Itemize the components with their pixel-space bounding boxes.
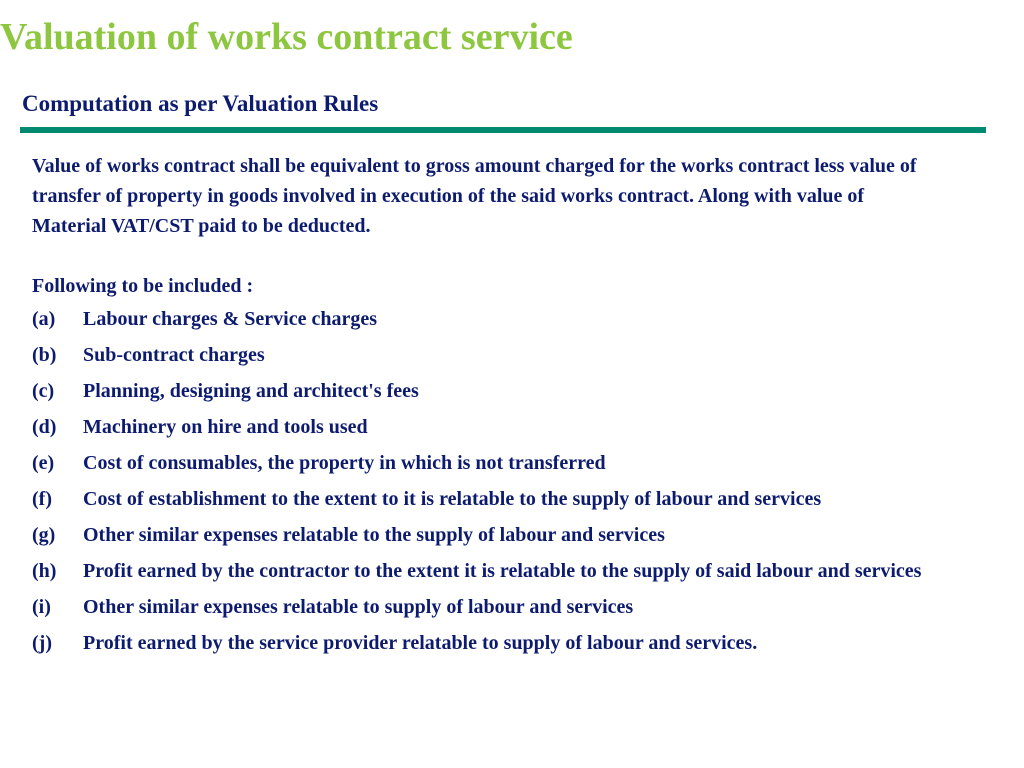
list-item-text: Machinery on hire and tools used xyxy=(83,416,368,438)
list-item-text: Planning, designing and architect's fees xyxy=(83,380,419,402)
list-item-text: Cost of establishment to the extent to it is relatable to the supply of labour and services xyxy=(83,488,822,510)
list-item-text: Other similar expenses relatable to supply of labour and services xyxy=(83,596,634,618)
list-item-marker: (a) xyxy=(32,308,56,330)
included-heading: Following to be included : xyxy=(32,275,254,297)
list-item xyxy=(32,304,932,334)
list-item xyxy=(32,376,932,406)
slide-subtitle: Computation as per Valuation Rules xyxy=(22,91,379,116)
list-item-marker: (f) xyxy=(32,488,52,510)
list-item-text: Profit earned by the service provider relatable to supply of labour and services. xyxy=(83,632,758,654)
list-item-marker: (j) xyxy=(32,632,52,654)
list-item xyxy=(32,448,932,478)
list-item-text: Labour charges & Service charges xyxy=(83,308,378,330)
list-item-marker: (d) xyxy=(32,416,57,438)
list-item-marker: (h) xyxy=(32,560,57,582)
slide-body xyxy=(32,151,932,658)
slide-title: Valuation of works contract service xyxy=(0,16,573,58)
list-item xyxy=(32,628,932,658)
list-item xyxy=(32,592,932,622)
list-item xyxy=(32,556,932,586)
list-item xyxy=(32,412,932,442)
list-item xyxy=(32,340,932,370)
list-item xyxy=(32,520,932,550)
list-item-text: Sub-contract charges xyxy=(83,344,265,366)
list-item-marker: (b) xyxy=(32,344,57,366)
list-item-text: Other similar expenses relatable to the supply of labour and services xyxy=(83,524,665,546)
list-item-marker: (i) xyxy=(32,596,51,618)
intro-paragraph: Value of works contract shall be equivalent to gross amount charged for the works contract less value of transfer of property in goods involved in execution of the said works contract. Along with value of Material VAT/CST paid to be deducted. xyxy=(32,155,917,237)
list-item xyxy=(32,484,932,514)
list-item-marker: (e) xyxy=(32,452,55,474)
list-item-marker: (g) xyxy=(32,524,56,546)
list-item-marker: (c) xyxy=(32,380,55,402)
list-item-text: Cost of consumables, the property in which is not transferred xyxy=(83,452,606,474)
list-item-text: Profit earned by the contractor to the extent it is relatable to the supply of said labour and services xyxy=(83,560,922,582)
divider-rule xyxy=(20,127,986,133)
included-items-list xyxy=(32,304,932,658)
